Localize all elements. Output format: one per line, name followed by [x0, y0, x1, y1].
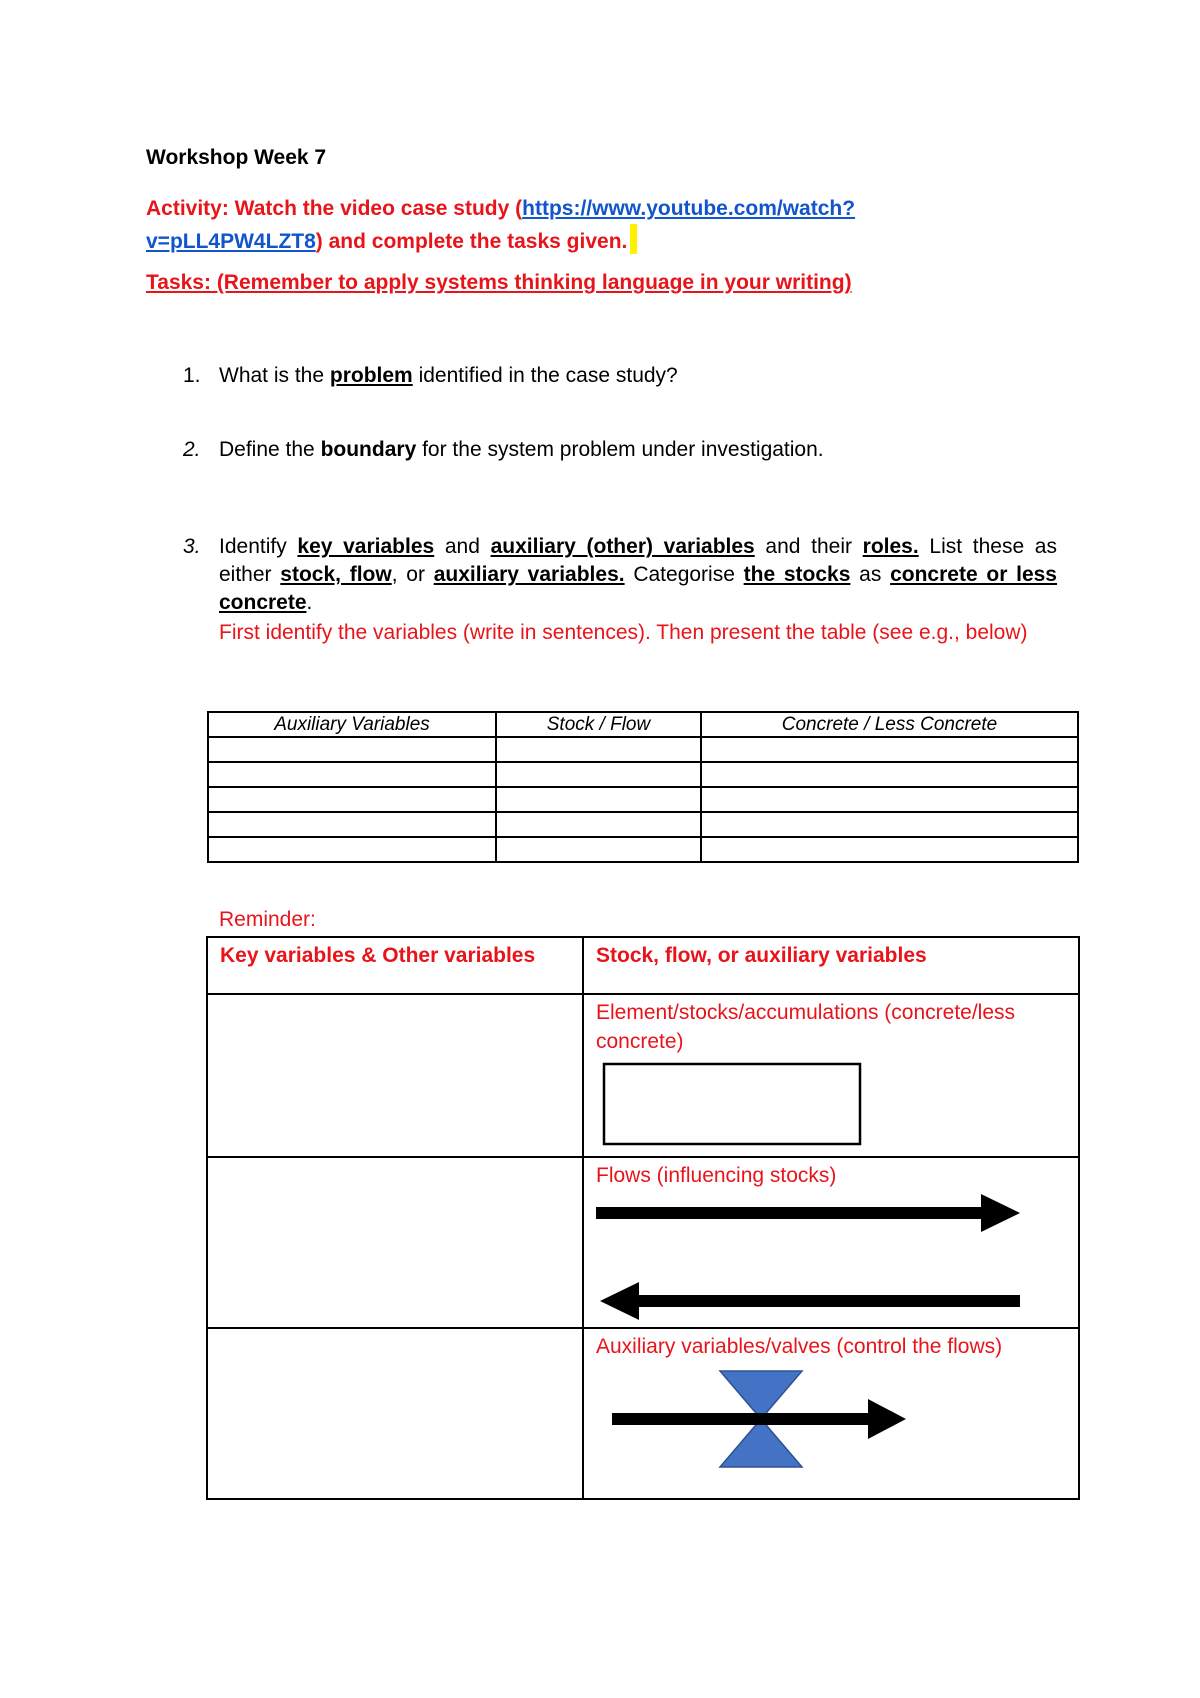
flow-arrows-icon [596, 1190, 1036, 1326]
table-cell[interactable] [496, 812, 701, 837]
valve-label: Auxiliary variables/valves (control the flows) [596, 1335, 1003, 1358]
table-cell[interactable] [207, 994, 583, 1157]
table-cell[interactable] [208, 762, 496, 787]
tasks-heading: Tasks: (Remember to apply systems thinking language in your writing) [146, 271, 852, 294]
flow-cell [583, 1157, 1079, 1328]
question-number: 3. [183, 535, 201, 558]
question-number: 1. [183, 364, 201, 387]
reminder-label: Reminder: [219, 908, 316, 931]
activity-prefix: Activity: Watch the video case study ( [146, 197, 523, 220]
reminder-table [206, 936, 1080, 1500]
table-cell[interactable] [208, 737, 496, 762]
example-variables-table [207, 711, 1079, 863]
activity-suffix: ) and complete the tasks given. [315, 230, 628, 253]
keyword-problem: problem [329, 364, 413, 387]
table-cell[interactable] [207, 1328, 583, 1499]
header-stock-flow: Stock, flow, or auxiliary variables [583, 937, 1079, 994]
table-row [208, 762, 1078, 787]
question-text: What is the problem identified in the case study? [219, 364, 678, 387]
question-number: 2. [183, 438, 201, 461]
table-cell[interactable] [701, 737, 1078, 762]
table-cell[interactable] [496, 762, 701, 787]
table-cell[interactable] [208, 837, 496, 862]
valve-icon [596, 1361, 1036, 1497]
table-row [208, 812, 1078, 837]
question-3-instruction: First identify the variables (write in sentences). Then present the table (see e.g., below) [219, 621, 1028, 644]
table-cell[interactable] [701, 762, 1078, 787]
table-row [208, 737, 1078, 762]
stock-box-icon [596, 1056, 996, 1146]
valve-cell [583, 1328, 1079, 1499]
table-cell[interactable] [208, 812, 496, 837]
table-cell[interactable] [496, 737, 701, 762]
table-cell[interactable] [207, 1157, 583, 1328]
table-cell[interactable] [701, 787, 1078, 812]
activity-instruction [146, 193, 1026, 257]
table-cell[interactable] [701, 837, 1078, 862]
stock-cell [583, 994, 1079, 1157]
header-key-variables: Key variables & Other variables [207, 937, 583, 994]
video-link[interactable]: https://www.youtube.com/watch?v=pLL4PW4LZT8 [146, 197, 856, 253]
text-cursor-highlight [630, 224, 637, 254]
table-cell[interactable] [701, 812, 1078, 837]
table-cell[interactable] [208, 787, 496, 812]
column-header: Stock / Flow [496, 712, 701, 737]
column-header: Auxiliary Variables [208, 712, 496, 737]
keyword-boundary: boundary [320, 438, 417, 461]
page-title: Workshop Week 7 [146, 146, 327, 169]
table-row [208, 787, 1078, 812]
question-text: Define the boundary for the system problem under investigation. [219, 438, 824, 461]
stock-label: Element/stocks/accumulations (concrete/less concrete) [596, 1001, 1016, 1053]
column-header: Concrete / Less Concrete [701, 712, 1078, 737]
table-cell[interactable] [496, 837, 701, 862]
flow-label: Flows (influencing stocks) [596, 1164, 837, 1187]
question-text: Identify key variables and auxiliary (other) variables and their roles. List these as either stock, flow, or auxiliary variables. Categorise the stocks as concrete or less concrete. First identify the variables (write in sentences). Then present the table (see e.g., below) [219, 533, 1057, 647]
table-cell[interactable] [496, 787, 701, 812]
table-row [208, 837, 1078, 862]
